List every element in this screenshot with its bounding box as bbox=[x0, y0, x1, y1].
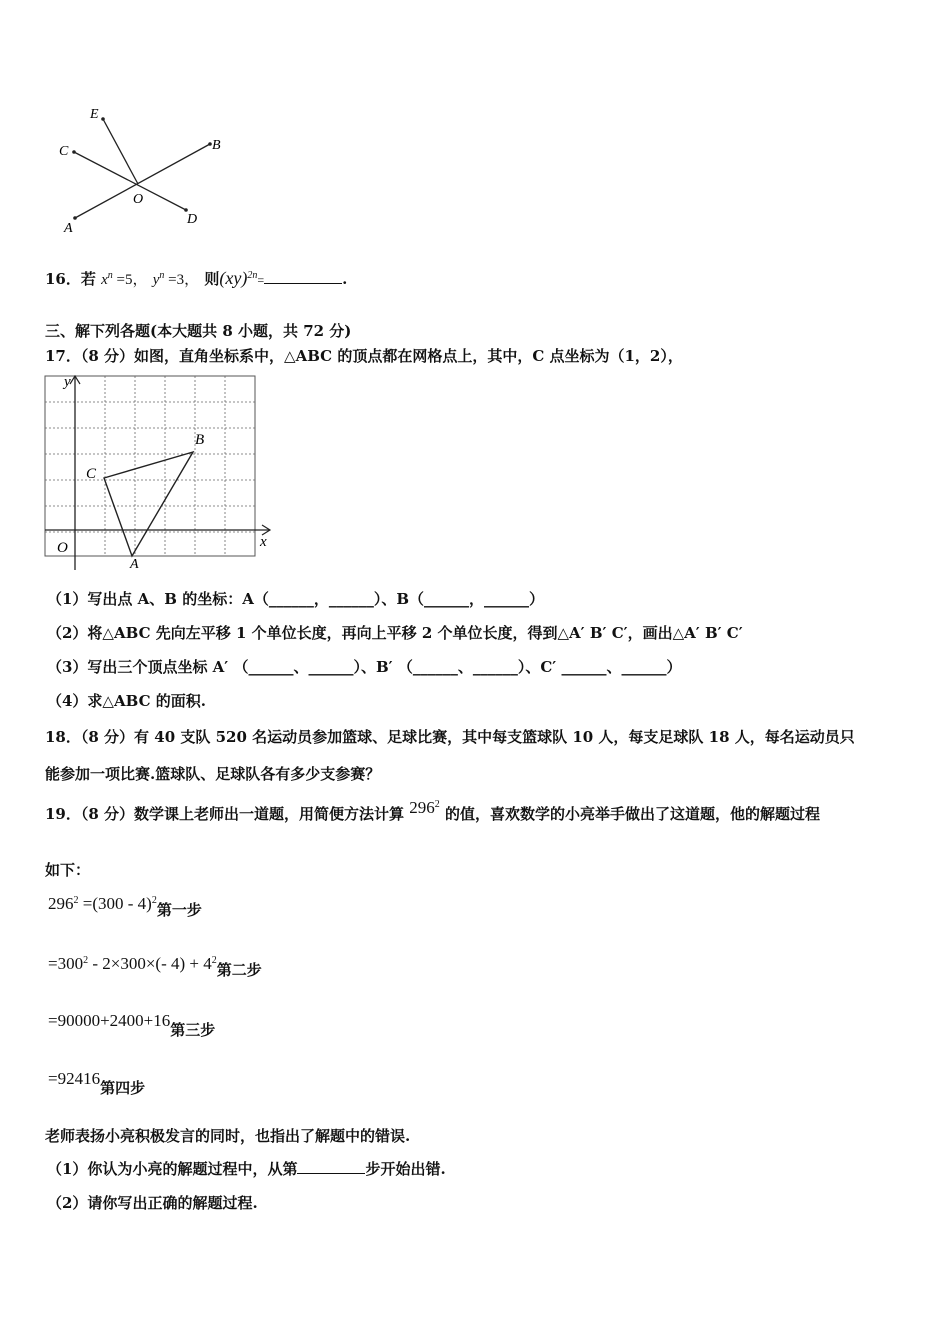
q19-stem bbox=[45, 798, 821, 824]
q19-step-blank[interactable] bbox=[297, 1159, 365, 1174]
coordinate-grid-figure bbox=[44, 374, 284, 570]
q19-step2-label: 第二步 bbox=[216, 961, 262, 979]
q19-part1-b: 步开始出错. bbox=[365, 1160, 446, 1178]
q19-step3-math: =90000+2400+16 bbox=[48, 1011, 171, 1030]
q16-line bbox=[45, 268, 347, 289]
grid-lines bbox=[45, 376, 255, 556]
q17-part3: （3）写出三个顶点坐标 A′ （______、______）、B′ （______、______）、C′ ______、______） bbox=[47, 658, 682, 676]
q16-answer-blank[interactable] bbox=[264, 269, 342, 284]
axis-y-label: y bbox=[64, 374, 71, 390]
q16-x-exp: n bbox=[107, 270, 113, 281]
q19-step2-rest: - 2×300×(- 4) + 4 bbox=[88, 954, 212, 973]
q17-part4: （4）求△ABC 的面积. bbox=[47, 692, 206, 710]
q19-part1-a: （1）你认为小亮的解题过程中，从第 bbox=[47, 1160, 298, 1178]
label-a: A bbox=[64, 221, 73, 236]
label-o: O bbox=[133, 192, 144, 207]
q16-prefix: 16．若 bbox=[45, 270, 96, 288]
q19-remark: 老师表扬小亮积极发言的同时，也指出了解题中的错误. bbox=[45, 1127, 411, 1145]
q19-step4 bbox=[48, 1068, 146, 1097]
section3-title: 三、解下列各题(本大题共 8 小题，共 72 分) bbox=[45, 322, 352, 340]
q19-step2-math: =300 bbox=[48, 954, 84, 973]
q16-x: x bbox=[101, 272, 108, 288]
axis-x-label: x bbox=[260, 534, 267, 550]
vertex-b-label: B bbox=[195, 432, 205, 448]
q19-step4-label: 第四步 bbox=[100, 1079, 146, 1097]
q19-stem-b: 的值，喜欢数学的小亮举手做出了这道题，他的解题过程 bbox=[445, 805, 821, 823]
label-e: E bbox=[90, 107, 99, 122]
q16-x-val: =5， bbox=[112, 272, 148, 288]
q17-stem: 17．（8 分）如图，直角坐标系中，△ABC 的顶点都在网格点上，其中，C 点坐标为（1，2）， bbox=[45, 347, 683, 365]
ray-oe bbox=[103, 119, 138, 184]
origin-label: O bbox=[57, 540, 68, 556]
q19-step2-rest-exp: 2 bbox=[211, 955, 217, 966]
q19-stem-exp: 2 bbox=[434, 799, 440, 810]
q18-line1: 18．（8 分）有 40 支队 520 名运动员参加篮球、足球比赛，其中每支篮球队 10 人，每支足球队 18 人，每名运动员只 bbox=[45, 728, 855, 746]
q17-part2: （2）将△ABC 先向左平移 1 个单位长度，再向上平移 2 个单位长度，得到△A′ B′ C′，画出△A′ B′ C′ bbox=[47, 624, 743, 642]
q19-part2: （2）请你写出正确的解题过程. bbox=[47, 1194, 258, 1212]
line-cd bbox=[74, 152, 186, 210]
q17-part1: （1）写出点 A、B 的坐标：A（______，______）、B（______，______） bbox=[47, 590, 545, 608]
q16-y-val: =3， bbox=[164, 272, 200, 288]
q19-step2 bbox=[48, 953, 262, 979]
q19-step1-exp: 2 bbox=[73, 895, 79, 906]
q19-step2-exp: 2 bbox=[83, 955, 89, 966]
q18-line2: 能参加一项比赛.篮球队、足球队各有多少支参赛？ bbox=[45, 765, 381, 783]
triangle-abc bbox=[104, 452, 193, 556]
q16-expr-exp: 2n bbox=[247, 270, 258, 281]
q19-step1 bbox=[48, 893, 202, 919]
q19-step3 bbox=[48, 1010, 216, 1039]
q19-stem-c: 如下： bbox=[45, 861, 91, 879]
q19-step3-label: 第三步 bbox=[170, 1021, 216, 1039]
label-d: D bbox=[187, 212, 198, 227]
q19-step1-rhs-exp: 2 bbox=[151, 895, 157, 906]
q19-step1-math: 296 bbox=[48, 894, 74, 913]
q19-step4-math: =92416 bbox=[48, 1069, 101, 1088]
q19-stem-math: 296 bbox=[409, 798, 435, 817]
q16-eq: = bbox=[257, 273, 265, 287]
vertex-c-label: C bbox=[86, 466, 97, 482]
q16-y-exp: n bbox=[159, 270, 165, 281]
angle-figure bbox=[50, 100, 230, 240]
q19-step1-label: 第一步 bbox=[156, 901, 202, 919]
q16-expr: (xy) bbox=[219, 268, 248, 288]
q19-stem-a: 19．（8 分）数学课上老师出一道题，用简便方法计算 bbox=[45, 805, 405, 823]
label-b: B bbox=[212, 138, 221, 153]
q16-y: y bbox=[152, 272, 160, 288]
q19-part1 bbox=[47, 1158, 446, 1179]
q16-then: 则 bbox=[204, 270, 220, 288]
q16-end: . bbox=[342, 270, 348, 288]
q19-step1-rhs: =(300 - 4) bbox=[78, 894, 152, 913]
vertex-a-label: A bbox=[130, 557, 139, 570]
label-c: C bbox=[59, 144, 69, 159]
